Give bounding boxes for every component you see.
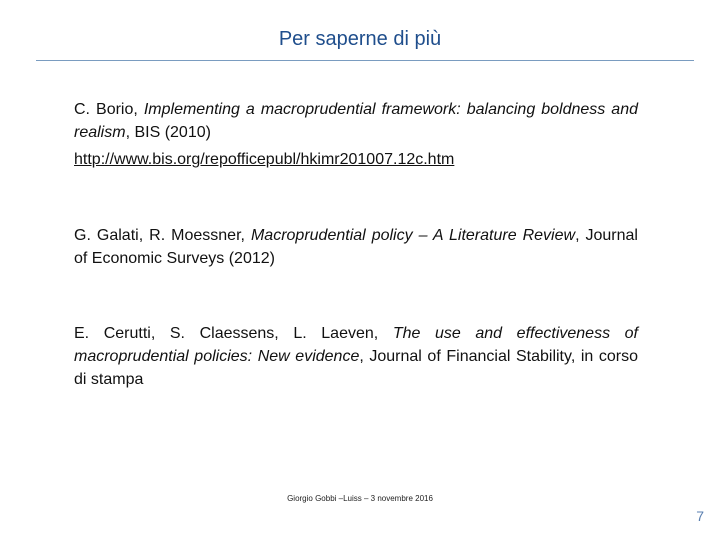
reference-link[interactable]: http://www.bis.org/repofficepubl/hkimr201007.12c.htm — [74, 151, 455, 168]
reference-item-borio — [74, 98, 638, 171]
reference-source: , BIS (2010) — [125, 124, 211, 141]
reference-authors: G. Galati, R. Moessner, — [74, 227, 251, 244]
slide-title: Per saperne di più — [278, 28, 442, 50]
page-number: 7 — [696, 508, 704, 524]
reference-authors: E. Cerutti, S. Claessens, L. Laeven, — [74, 325, 393, 342]
reference-title: Implementing a macroprudential framework: balancing boldness and realism — [74, 101, 638, 141]
reference-item-cerutti — [74, 322, 638, 391]
reference-item-galati — [74, 224, 638, 270]
reference-title: The use and effectiveness of macroprudential policies: New evidence — [74, 325, 639, 365]
slide-footer: Giorgio Gobbi –Luiss – 3 novembre 2016 — [287, 494, 433, 503]
title-divider — [36, 60, 694, 61]
reference-source: , Journal of Economic Surveys (2012) — [74, 227, 638, 267]
reference-authors: C. Borio, — [74, 101, 144, 118]
reference-source: , Journal of Financial Stability, in corso di stampa — [74, 348, 639, 388]
reference-title: Macroprudential policy – A Literature Review — [250, 227, 576, 244]
